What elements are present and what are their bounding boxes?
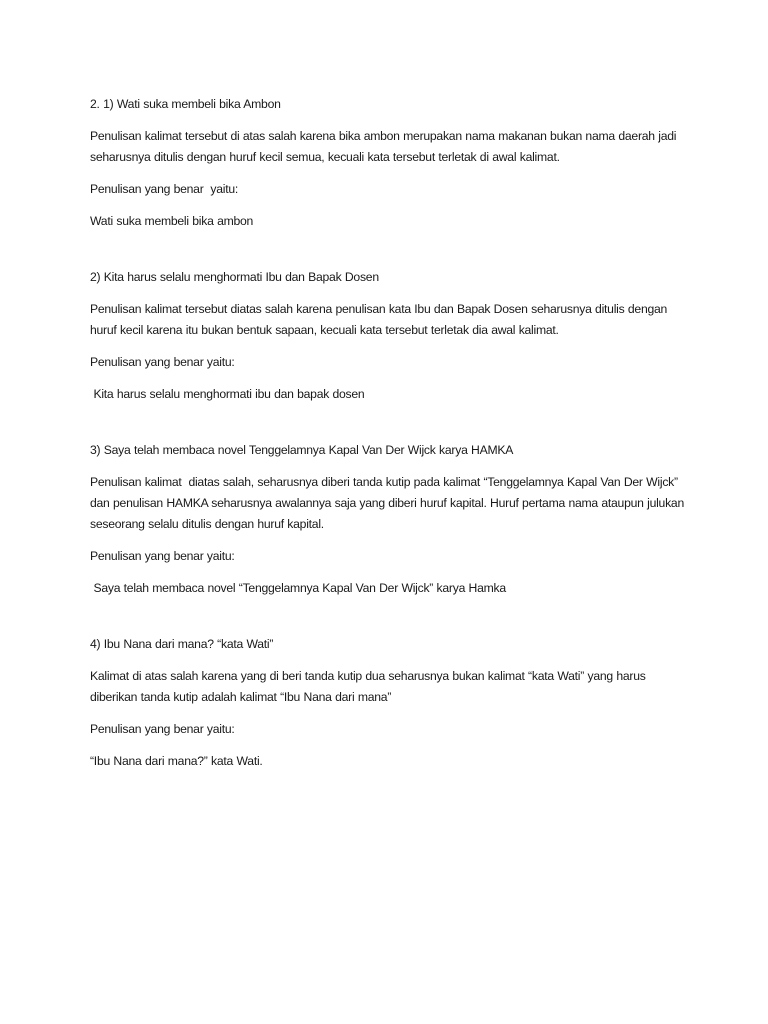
section-2-answer-label: Penulisan yang benar yaitu: xyxy=(90,355,235,369)
section-1-explanation: Penulisan kalimat tersebut di atas salah karena bika ambon merupakan nama makanan bukan nama daerah jadi seharusnya ditulis dengan huruf kecil semua, kecuali kata tersebut terletak di awal kalimat. xyxy=(90,129,680,164)
section-2-answer: Kita harus selalu menghormati ibu dan bapak dosen xyxy=(90,387,365,401)
section-2-explanation: Penulisan kalimat tersebut diatas salah karena penulisan kata Ibu dan Bapak Dosen seharusnya ditulis dengan huruf kecil karena itu bukan bentuk sapaan, kecuali kata tersebut terletak dia awal kalimat. xyxy=(90,302,671,337)
section-3-heading: 3) Saya telah membaca novel Tenggelamnya Kapal Van Der Wijck karya HAMKA xyxy=(90,443,514,457)
section-1-answer-label: Penulisan yang benar yaitu: xyxy=(90,182,239,196)
section-1-heading: 2. 1) Wati suka membeli bika Ambon xyxy=(90,97,281,111)
section-3-answer-label: Penulisan yang benar yaitu: xyxy=(90,549,235,563)
document-page xyxy=(90,94,690,772)
section-4-answer-label: Penulisan yang benar yaitu: xyxy=(90,722,235,736)
section-3-explanation: Penulisan kalimat diatas salah, seharusnya diberi tanda kutip pada kalimat “Tenggelamnya Kapal Van Der Wijck” dan penulisan HAMKA seharusnya awalannya saja yang diberi huruf kapital. Huruf pertama nama ataupun julukan seseorang selalu ditulis dengan huruf kapital. xyxy=(90,475,688,531)
section-4-answer: “Ibu Nana dari mana?” kata Wati. xyxy=(90,754,263,768)
section-4-explanation: Kalimat di atas salah karena yang di beri tanda kutip dua seharusnya bukan kalimat “kata Wati” yang harus diberikan tanda kutip adalah kalimat “Ibu Nana dari mana” xyxy=(90,669,650,704)
section-1-answer: Wati suka membeli bika ambon xyxy=(90,214,254,228)
section-2-heading: 2) Kita harus selalu menghormati Ibu dan Bapak Dosen xyxy=(90,270,379,284)
section-3-answer: Saya telah membaca novel “Tenggelamnya Kapal Van Der Wijck” karya Hamka xyxy=(90,581,506,595)
section-4-heading: 4) Ibu Nana dari mana? “kata Wati” xyxy=(90,637,274,651)
